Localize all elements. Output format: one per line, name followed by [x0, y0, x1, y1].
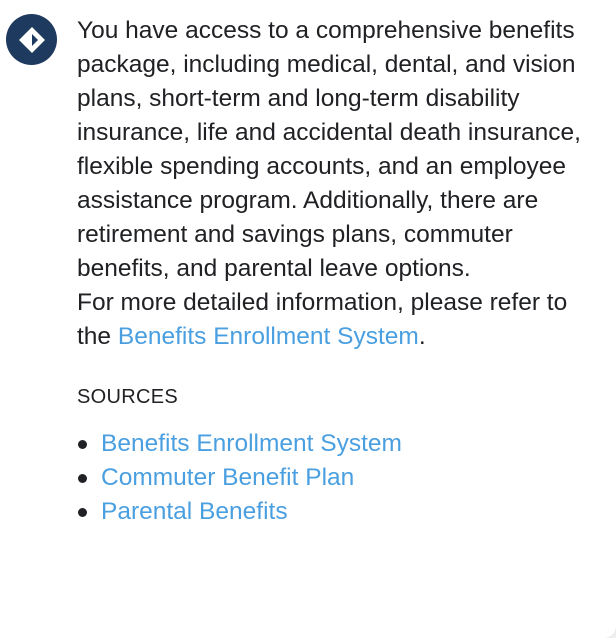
more-info-text [77, 286, 607, 354]
list-item [77, 461, 607, 495]
list-item [77, 495, 607, 529]
sources-heading: SOURCES [77, 386, 179, 408]
message-content [77, 14, 607, 529]
answer-paragraph: You have access to a comprehensive benefits package, including medical, dental, and vision plans, short-term and long-term disability insurance, life and accidental death insurance, flexible spending accounts, and an employee assistance program. Additionally, there are retirement and savings plans, commuter benefits, and parental leave options. [77, 17, 581, 282]
sources-list [77, 427, 607, 529]
source-link-parental-benefits[interactable]: Parental Benefits [101, 498, 288, 525]
list-item [77, 427, 607, 461]
bot-logo-icon [17, 25, 47, 55]
source-link-commuter-benefit-plan[interactable]: Commuter Benefit Plan [101, 464, 355, 491]
bot-avatar [6, 14, 57, 65]
more-info-suffix: . [418, 323, 426, 350]
benefits-enrollment-link[interactable]: Benefits Enrollment System [117, 323, 419, 350]
source-link-benefits-enrollment-system[interactable]: Benefits Enrollment System [101, 430, 402, 457]
more-info-prefix: For more detailed information, please refer to the [77, 289, 568, 350]
